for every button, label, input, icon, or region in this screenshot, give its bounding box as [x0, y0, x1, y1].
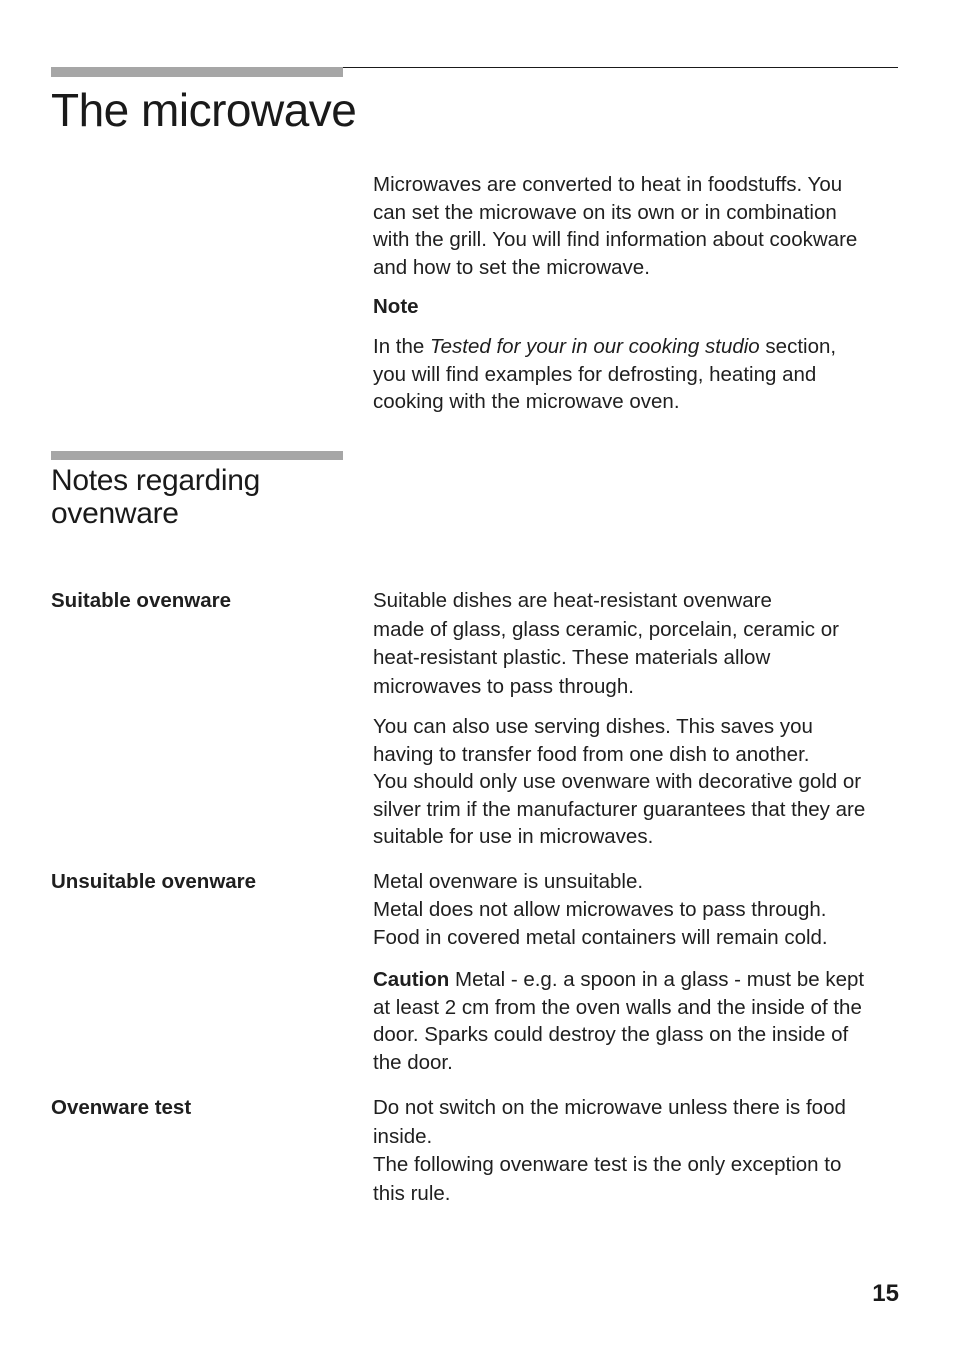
note-line: cooking with the microwave oven. [373, 390, 680, 413]
test-line: Do not switch on the microwave unless there is food [373, 1096, 846, 1119]
unsuitable-paragraph [373, 868, 913, 952]
note-line [373, 333, 913, 361]
suitable-line: You should only use ovenware with decorative gold or [373, 770, 862, 793]
suitable-line: silver trim if the manufacturer guarantees that they are [373, 797, 866, 821]
note-reference: Tested for your in our cooking studio [430, 335, 760, 358]
caution-line [373, 966, 913, 994]
caution-paragraph [373, 966, 913, 1076]
note-line: you will find examples for defrosting, heating and [373, 362, 817, 386]
section-heading [51, 464, 351, 530]
suitable-paragraph-1 [373, 587, 913, 701]
caution-text: Metal - e.g. a spoon in a glass - must be kept [449, 968, 865, 991]
suitable-line: Suitable dishes are heat-resistant ovenware [373, 589, 772, 612]
intro-line: Microwaves are converted to heat in foodstuffs. You [373, 173, 843, 196]
unsuitable-line: Metal does not allow microwaves to pass through. [373, 898, 827, 921]
caution-label: Caution [373, 968, 450, 991]
suitable-line: having to transfer food from one dish to another. [373, 742, 810, 766]
intro-line: and how to set the microwave. [373, 255, 650, 279]
test-line: this rule. [373, 1181, 451, 1205]
section-heading-line: Notes regarding [51, 464, 260, 497]
intro-line: with the grill. You will find information about cookware [373, 228, 858, 251]
section-heading-line: ovenware [51, 497, 179, 530]
unsuitable-line: Metal ovenware is unsuitable. [373, 870, 644, 893]
suitable-line: suitable for use in microwaves. [373, 825, 654, 848]
unsuitable-ovenware-label: Unsuitable ovenware [51, 870, 257, 893]
intro-paragraph [373, 171, 913, 281]
intro-line: can set the microwave on its own or in combination [373, 200, 837, 224]
page-number: 15 [872, 1280, 899, 1307]
caution-line: at least 2 cm from the oven walls and the inside of the [373, 995, 862, 1019]
suitable-ovenware-label: Suitable ovenware [51, 589, 232, 612]
section-rule-bar [51, 451, 343, 460]
title-rule-line [343, 67, 898, 68]
note-label: Note [373, 295, 419, 318]
suitable-line: microwaves to pass through. [373, 674, 634, 698]
ovenware-test-paragraph [373, 1094, 913, 1208]
suitable-line: heat-resistant plastic. These materials allow [373, 646, 771, 669]
caution-line: the door. [373, 1050, 453, 1074]
note-text: section, [759, 335, 837, 358]
title-rule-bar [51, 67, 343, 77]
test-line: The following ovenware test is the only exception to [373, 1153, 842, 1176]
unsuitable-line: Food in covered metal containers will remain cold. [373, 926, 828, 949]
suitable-line: You can also use serving dishes. This saves you [373, 715, 813, 738]
caution-line: door. Sparks could destroy the glass on the inside of [373, 1023, 849, 1046]
ovenware-test-label: Ovenware test [51, 1096, 192, 1119]
note-paragraph [373, 333, 913, 416]
test-line: inside. [373, 1124, 433, 1148]
suitable-paragraph-2 [373, 713, 913, 851]
suitable-line: made of glass, glass ceramic, porcelain, ceramic or [373, 617, 839, 641]
note-text: In the [373, 335, 430, 358]
page-title: The microwave [51, 84, 357, 136]
